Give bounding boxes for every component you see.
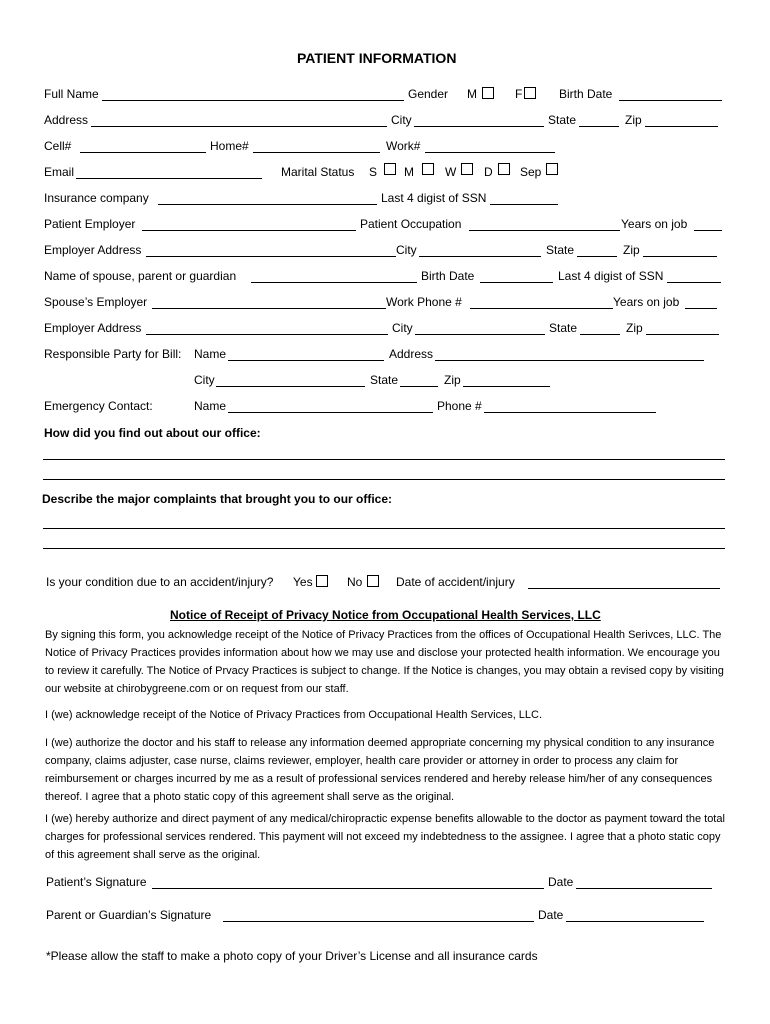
gender-male-checkbox[interactable] [482, 87, 494, 99]
patient-date-label: Date [548, 875, 574, 889]
date-of-accident-field[interactable] [528, 588, 720, 589]
patient-date-field[interactable] [576, 888, 712, 889]
employer-address-label: Employer Address [44, 243, 142, 257]
complaints-line-1[interactable] [43, 528, 725, 529]
accident-no-checkbox[interactable] [367, 575, 379, 587]
footer-note: *Please allow the staff to make a photo copy of your Driver’s License and all insurance cards [46, 949, 538, 963]
privacy-notice-heading: Notice of Receipt of Privacy Notice from Occupational Health Services, LLC [170, 608, 601, 622]
spouse-state-label: State [549, 321, 578, 335]
gender-label: Gender [408, 87, 449, 101]
employer-zip-label: Zip [623, 243, 640, 257]
complaints-question: Describe the major complaints that brought you to our office: [42, 492, 393, 506]
address-label: Address [44, 113, 89, 127]
spouse-state-field[interactable] [580, 334, 620, 335]
spouse-name-field[interactable] [251, 282, 417, 283]
work-phone-label: Work Phone # [386, 295, 462, 309]
employer-city-field[interactable] [419, 256, 541, 257]
spouse-years-field[interactable] [685, 308, 717, 309]
patient-occupation-field[interactable] [469, 230, 620, 231]
work-label: Work# [386, 139, 421, 153]
marital-w-checkbox[interactable] [461, 163, 473, 175]
marital-status-label: Marital Status [281, 165, 355, 179]
address-field[interactable] [91, 126, 387, 127]
ssn-label: Last 4 digist of SSN [381, 191, 487, 205]
spouse-employer-field[interactable] [152, 308, 386, 309]
state-field[interactable] [579, 126, 619, 127]
spouse-city-label: City [392, 321, 413, 335]
patient-employer-field[interactable] [142, 230, 356, 231]
employer-address-field[interactable] [146, 256, 396, 257]
spouse-ssn-label: Last 4 digist of SSN [558, 269, 664, 283]
spouse-name-label: Name of spouse, parent or guardian [44, 269, 237, 283]
home-label: Home# [210, 139, 249, 153]
marital-d-checkbox[interactable] [498, 163, 510, 175]
rp-zip-field[interactable] [463, 386, 550, 387]
responsible-party-label: Responsible Party for Bill: [44, 347, 182, 361]
how-found-line-1[interactable] [43, 459, 725, 460]
patient-occupation-label: Patient Occupation [360, 217, 462, 231]
full-name-label: Full Name [44, 87, 99, 101]
accident-no-label: No [347, 575, 363, 589]
spouse-years-label: Years on job [613, 295, 680, 309]
insurance-label: Insurance company [44, 191, 149, 205]
work-field[interactable] [425, 152, 555, 153]
work-phone-field[interactable] [470, 308, 613, 309]
employer-state-field[interactable] [577, 256, 617, 257]
rp-address-label: Address [389, 347, 434, 361]
employer-state-label: State [546, 243, 575, 257]
patient-signature-field[interactable] [152, 888, 544, 889]
date-of-accident-label: Date of accident/injury [396, 575, 515, 589]
cell-label: Cell# [44, 139, 72, 153]
marital-sep-label: Sep [520, 165, 542, 179]
spouse-employer-address-field[interactable] [146, 334, 388, 335]
city-label: City [391, 113, 412, 127]
complaints-line-2[interactable] [43, 548, 725, 549]
email-label: Email [44, 165, 75, 179]
spouse-ssn-field[interactable] [667, 282, 721, 283]
ec-phone-label: Phone # [437, 399, 482, 413]
state-label: State [548, 113, 577, 127]
rp-city-field[interactable] [216, 386, 365, 387]
ec-phone-field[interactable] [484, 412, 656, 413]
marital-d-label: D [484, 165, 493, 179]
ec-name-label: Name [194, 399, 227, 413]
rp-name-field[interactable] [228, 360, 384, 361]
insurance-field[interactable] [158, 204, 377, 205]
acknowledge-paragraph: I (we) acknowledge receipt of the Notice of Privacy Practices from Occupational Health Services, LLC. [45, 709, 543, 721]
privacy-notice-paragraph: By signing this form, you acknowledge receipt of the Notice of Privacy Practices from the offices of Occupational Health Serivces, LLC. The Notice of Privacy Practices provides information about how we may use and disclose your protected health information. We encourage you to review it carefully. The Notice of Prvacy Practices is subject to change. If the Notice is changes, you may obtain a revised copy by visiting our website at chirobygreene.com or on request from our staff. [45, 629, 724, 695]
page-title: PATIENT INFORMATION [297, 50, 457, 66]
gender-female-checkbox[interactable] [524, 87, 536, 99]
zip-field[interactable] [645, 126, 718, 127]
marital-m-label: M [404, 165, 414, 179]
ssn-field[interactable] [490, 204, 558, 205]
rp-name-label: Name [194, 347, 227, 361]
city-field[interactable] [414, 126, 544, 127]
gender-male-label: M [467, 87, 477, 101]
birth-date-label: Birth Date [559, 87, 613, 101]
years-on-job-field[interactable] [694, 230, 722, 231]
rp-state-label: State [370, 373, 399, 387]
spouse-birth-date-field[interactable] [480, 282, 553, 283]
marital-s-checkbox[interactable] [384, 163, 396, 175]
home-field[interactable] [253, 152, 380, 153]
accident-yes-label: Yes [293, 575, 313, 589]
spouse-employer-label: Spouse’s Employer [44, 295, 148, 309]
employer-city-label: City [396, 243, 417, 257]
guardian-date-label: Date [538, 908, 564, 922]
guardian-signature-field[interactable] [223, 921, 534, 922]
spouse-employer-address-label: Employer Address [44, 321, 142, 335]
how-found-question: How did you find out about our office: [44, 426, 261, 440]
payment-authorization-paragraph: I (we) hereby authorize and direct payment of any medical/chiropractic expense benefits allowable to the doctor as payment toward the total charges for professional services rendered. This payment will not exceed my indebtedness to the assignee. I agree that a photo static copy of this agreement shall serve as the original. [45, 813, 725, 861]
marital-w-label: W [445, 165, 457, 179]
patient-signature-label: Patient’s Signature [46, 875, 147, 889]
patient-employer-label: Patient Employer [44, 217, 136, 231]
rp-zip-label: Zip [444, 373, 461, 387]
spouse-zip-label: Zip [626, 321, 643, 335]
employer-zip-field[interactable] [643, 256, 717, 257]
release-authorization-paragraph: I (we) authorize the doctor and his staff to release any information deemed appropriate concerning my physical condition to any insurance company, claims adjuster, case nurse, claims reviewer, employer, health care provider or attorney in order to process any claim for reimbursement or charges incurred by me as a result of professional services rendered and hereby release him/her of any consequences thereof. I agree that a photo static copy of this agreement shall serve as the original. [45, 737, 715, 803]
accident-question: Is your condition due to an accident/injury? [46, 575, 274, 589]
guardian-date-field[interactable] [566, 921, 704, 922]
spouse-city-field[interactable] [415, 334, 545, 335]
years-on-job-label: Years on job [621, 217, 688, 231]
cell-field[interactable] [80, 152, 206, 153]
marital-s-label: S [369, 165, 378, 179]
ec-name-field[interactable] [228, 412, 433, 413]
emergency-contact-label: Emergency Contact: [44, 399, 153, 413]
marital-sep-checkbox[interactable] [546, 163, 558, 175]
rp-city-label: City [194, 373, 215, 387]
accident-yes-checkbox[interactable] [316, 575, 328, 587]
how-found-line-2[interactable] [43, 479, 725, 480]
spouse-birth-date-label: Birth Date [421, 269, 475, 283]
rp-address-field[interactable] [435, 360, 704, 361]
guardian-signature-label: Parent or Guardian’s Signature [46, 908, 212, 922]
birth-date-field[interactable] [619, 100, 722, 101]
gender-female-label: F [515, 87, 523, 101]
email-field[interactable] [76, 178, 262, 179]
full-name-field[interactable] [102, 100, 404, 101]
spouse-zip-field[interactable] [646, 334, 719, 335]
marital-m-checkbox[interactable] [422, 163, 434, 175]
rp-state-field[interactable] [400, 386, 438, 387]
zip-label: Zip [625, 113, 642, 127]
